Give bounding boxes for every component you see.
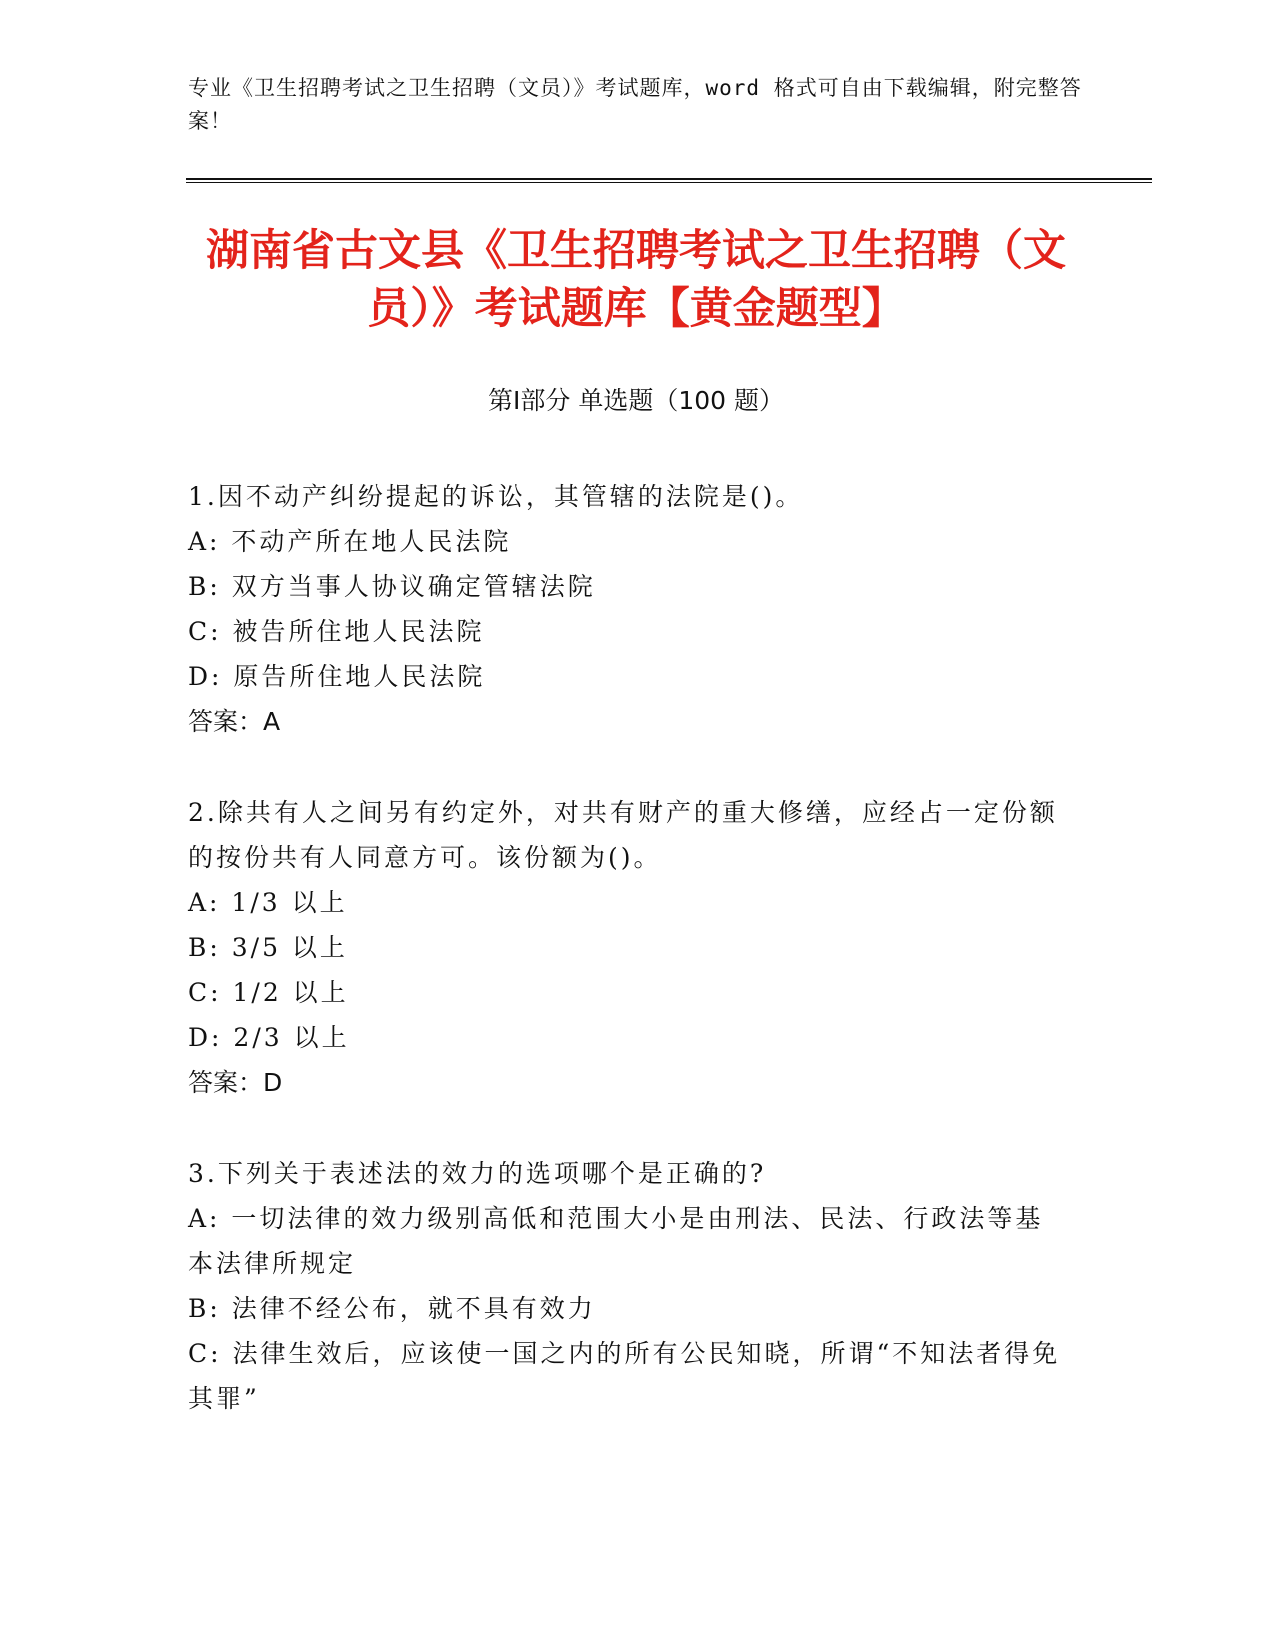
question-2 <box>188 790 1068 1105</box>
option-b: B: 3/5 以上 <box>188 933 348 962</box>
option-c: C: 1/2 以上 <box>188 978 349 1007</box>
option-c: C: 被告所住地人民法院 <box>188 617 485 646</box>
option-d: D: 原告所住地人民法院 <box>188 662 486 691</box>
answer: 答案：A <box>188 707 281 736</box>
option-d: D: 2/3 以上 <box>188 1023 350 1052</box>
answer: 答案：D <box>188 1068 283 1097</box>
question-text: 1.因不动产纠纷提起的诉讼，其管辖的法院是()。 <box>188 482 804 511</box>
option-a: A: 1/3 以上 <box>188 888 348 917</box>
option-b: B: 法律不经公布，就不具有效力 <box>188 1294 596 1323</box>
header-note: 专业《卫生招聘考试之卫生招聘（文员）》考试题库，word 格式可自由下载编辑，附完整答案！ <box>188 76 1082 133</box>
document-title: 湖南省古文县《卫生招聘考试之卫生招聘（文员）》考试题库【黄金题型】 <box>206 226 1066 334</box>
option-a: A: 一切法律的效力级别高低和范围大小是由刑法、民法、行政法等基本法律所规定 <box>188 1204 1044 1278</box>
question-text: 3.下列关于表述法的效力的选项哪个是正确的? <box>188 1159 767 1188</box>
question-3 <box>188 1151 1068 1421</box>
question-list <box>188 474 1068 1467</box>
option-a: A: 不动产所在地人民法院 <box>188 527 512 556</box>
question-1 <box>188 474 1068 744</box>
section-heading: 第Ⅰ部分 单选题（100 题） <box>488 386 784 415</box>
option-c: C: 法律生效后，应该使一国之内的所有公民知晓，所谓“不知法者得免其罪” <box>188 1339 1061 1413</box>
option-b: B: 双方当事人协议确定管辖法院 <box>188 572 596 601</box>
header-divider <box>186 178 1152 183</box>
question-text: 2.除共有人之间另有约定外，对共有财产的重大修缮，应经占一定份额的按份共有人同意方可。该份额为()。 <box>188 798 1058 872</box>
